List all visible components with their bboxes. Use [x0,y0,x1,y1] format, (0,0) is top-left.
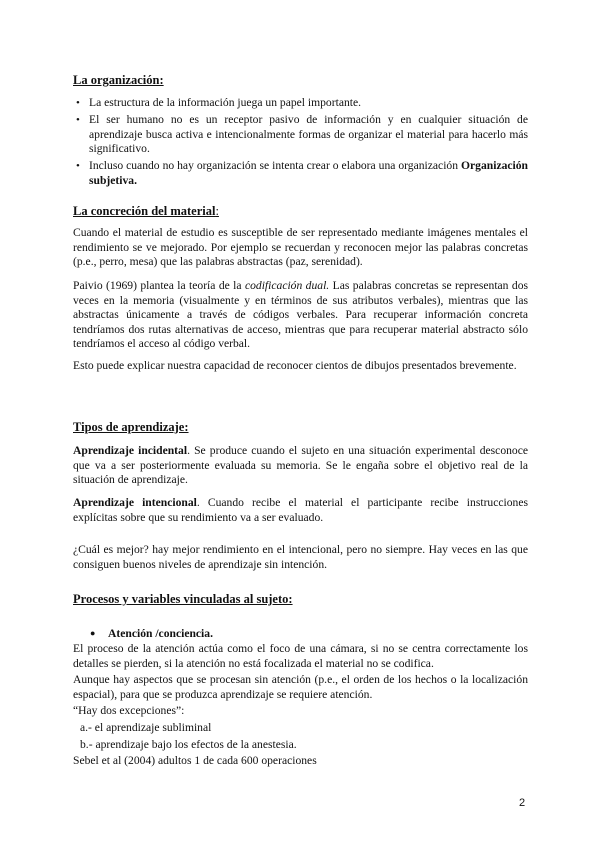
text-run: Paivio (1969) plantea la teoría de la [73,279,245,292]
text-run: Las palabras concretas se representan dos veces en la memoria (visualmente y en términos de sus atributos verbales), mientras que las abstractas únicamente a través de códigos verbales. Para recuperar información concreta tendríamos dos rutas alternativas de acceso, mientras que para recuperar material abstracto sólo tendríamos el acceso al código verbal. [73,279,529,351]
bullet-bold-term: Organización subjetiva. [89,159,528,187]
quote-line: “Hay dos excepciones”: [73,704,185,717]
bullet-item: La estructura de la información juega un papel importante. [89,96,362,109]
paragraph: Aunque hay aspectos que se procesan sin atención (p.e., el orden de los hechos o la localización espacial), para que se produzca aprendizaje se requiere atención. [73,673,528,701]
paragraph: Cuando el material de estudio es susceptible de ser representado mediante imágenes mentales el rendimiento se ve mejorado. Por ejemplo se recuerdan y reconocen mejor las palabras concretas (p.e., perro, mesa) que las palabras abstractas (paz, serenidad). [73,226,528,269]
heading-concrecion [73,204,219,219]
bullet-icon: • [76,114,80,126]
list-item: a.- el aprendizaje subliminal [80,721,212,734]
paragraph [73,496,528,525]
bullet-icon: ● [90,628,96,638]
bullet-item: El ser humano no es un receptor pasivo de información y en cualquier situación de aprendizaje busca activa e intencionalmente formas de organizar el material para hacerlo más significativo. [89,113,528,156]
bold-term: Aprendizaje incidental [73,444,188,457]
paragraph [73,444,528,488]
heading-tipos: Tipos de aprendizaje: [73,420,189,434]
text-run: . Cuando recibe el material el participante recibe instrucciones explícitas sobre que su rendimiento va a ser evaluado. [73,496,528,524]
text-run: . Se produce cuando el sujeto en una situación experimental desconoce que va a ser posteriormente evaluada su memoria. Se le engaña sobre el objetivo real de la situación de aprendizaje. [73,444,529,487]
paragraph: Esto puede explicar nuestra capacidad de reconocer cientos de dibujos presentados brevemente. [73,359,517,372]
heading-text: La concreción del material [73,204,216,218]
bullet-icon: • [76,160,80,172]
paragraph: El proceso de la atención actúa como el foco de una cámara, si no se centra correctamente los detalles se pierden, si la atención no está focalizada el material no se codifica. [73,642,528,670]
bullet-text: Incluso cuando no hay organización se intenta crear o elabora una organización [89,159,459,172]
bold-term: Aprendizaje intencional [73,496,197,509]
reference-line: Sebel et al (2004) adultos 1 de cada 600 operaciones [73,754,317,767]
heading-organizacion: La organización: [73,73,164,87]
subheading-atencion: Atención /conciencia. [108,627,213,640]
heading-colon: : [215,204,219,218]
paragraph [73,279,528,352]
italic-term: codificación dual. [244,279,330,292]
heading-procesos: Procesos y variables vinculadas al sujeto: [73,592,293,606]
bullet-icon: • [76,97,80,109]
bullet-item [89,159,528,188]
page-number: 2 [519,797,526,809]
paragraph: ¿Cuál es mejor? hay mejor rendimiento en el intencional, pero no siempre. Hay veces en las que consiguen buenos niveles de aprendizaje sin intención. [73,543,528,571]
list-item: b.- aprendizaje bajo los efectos de la anestesia. [80,738,297,751]
